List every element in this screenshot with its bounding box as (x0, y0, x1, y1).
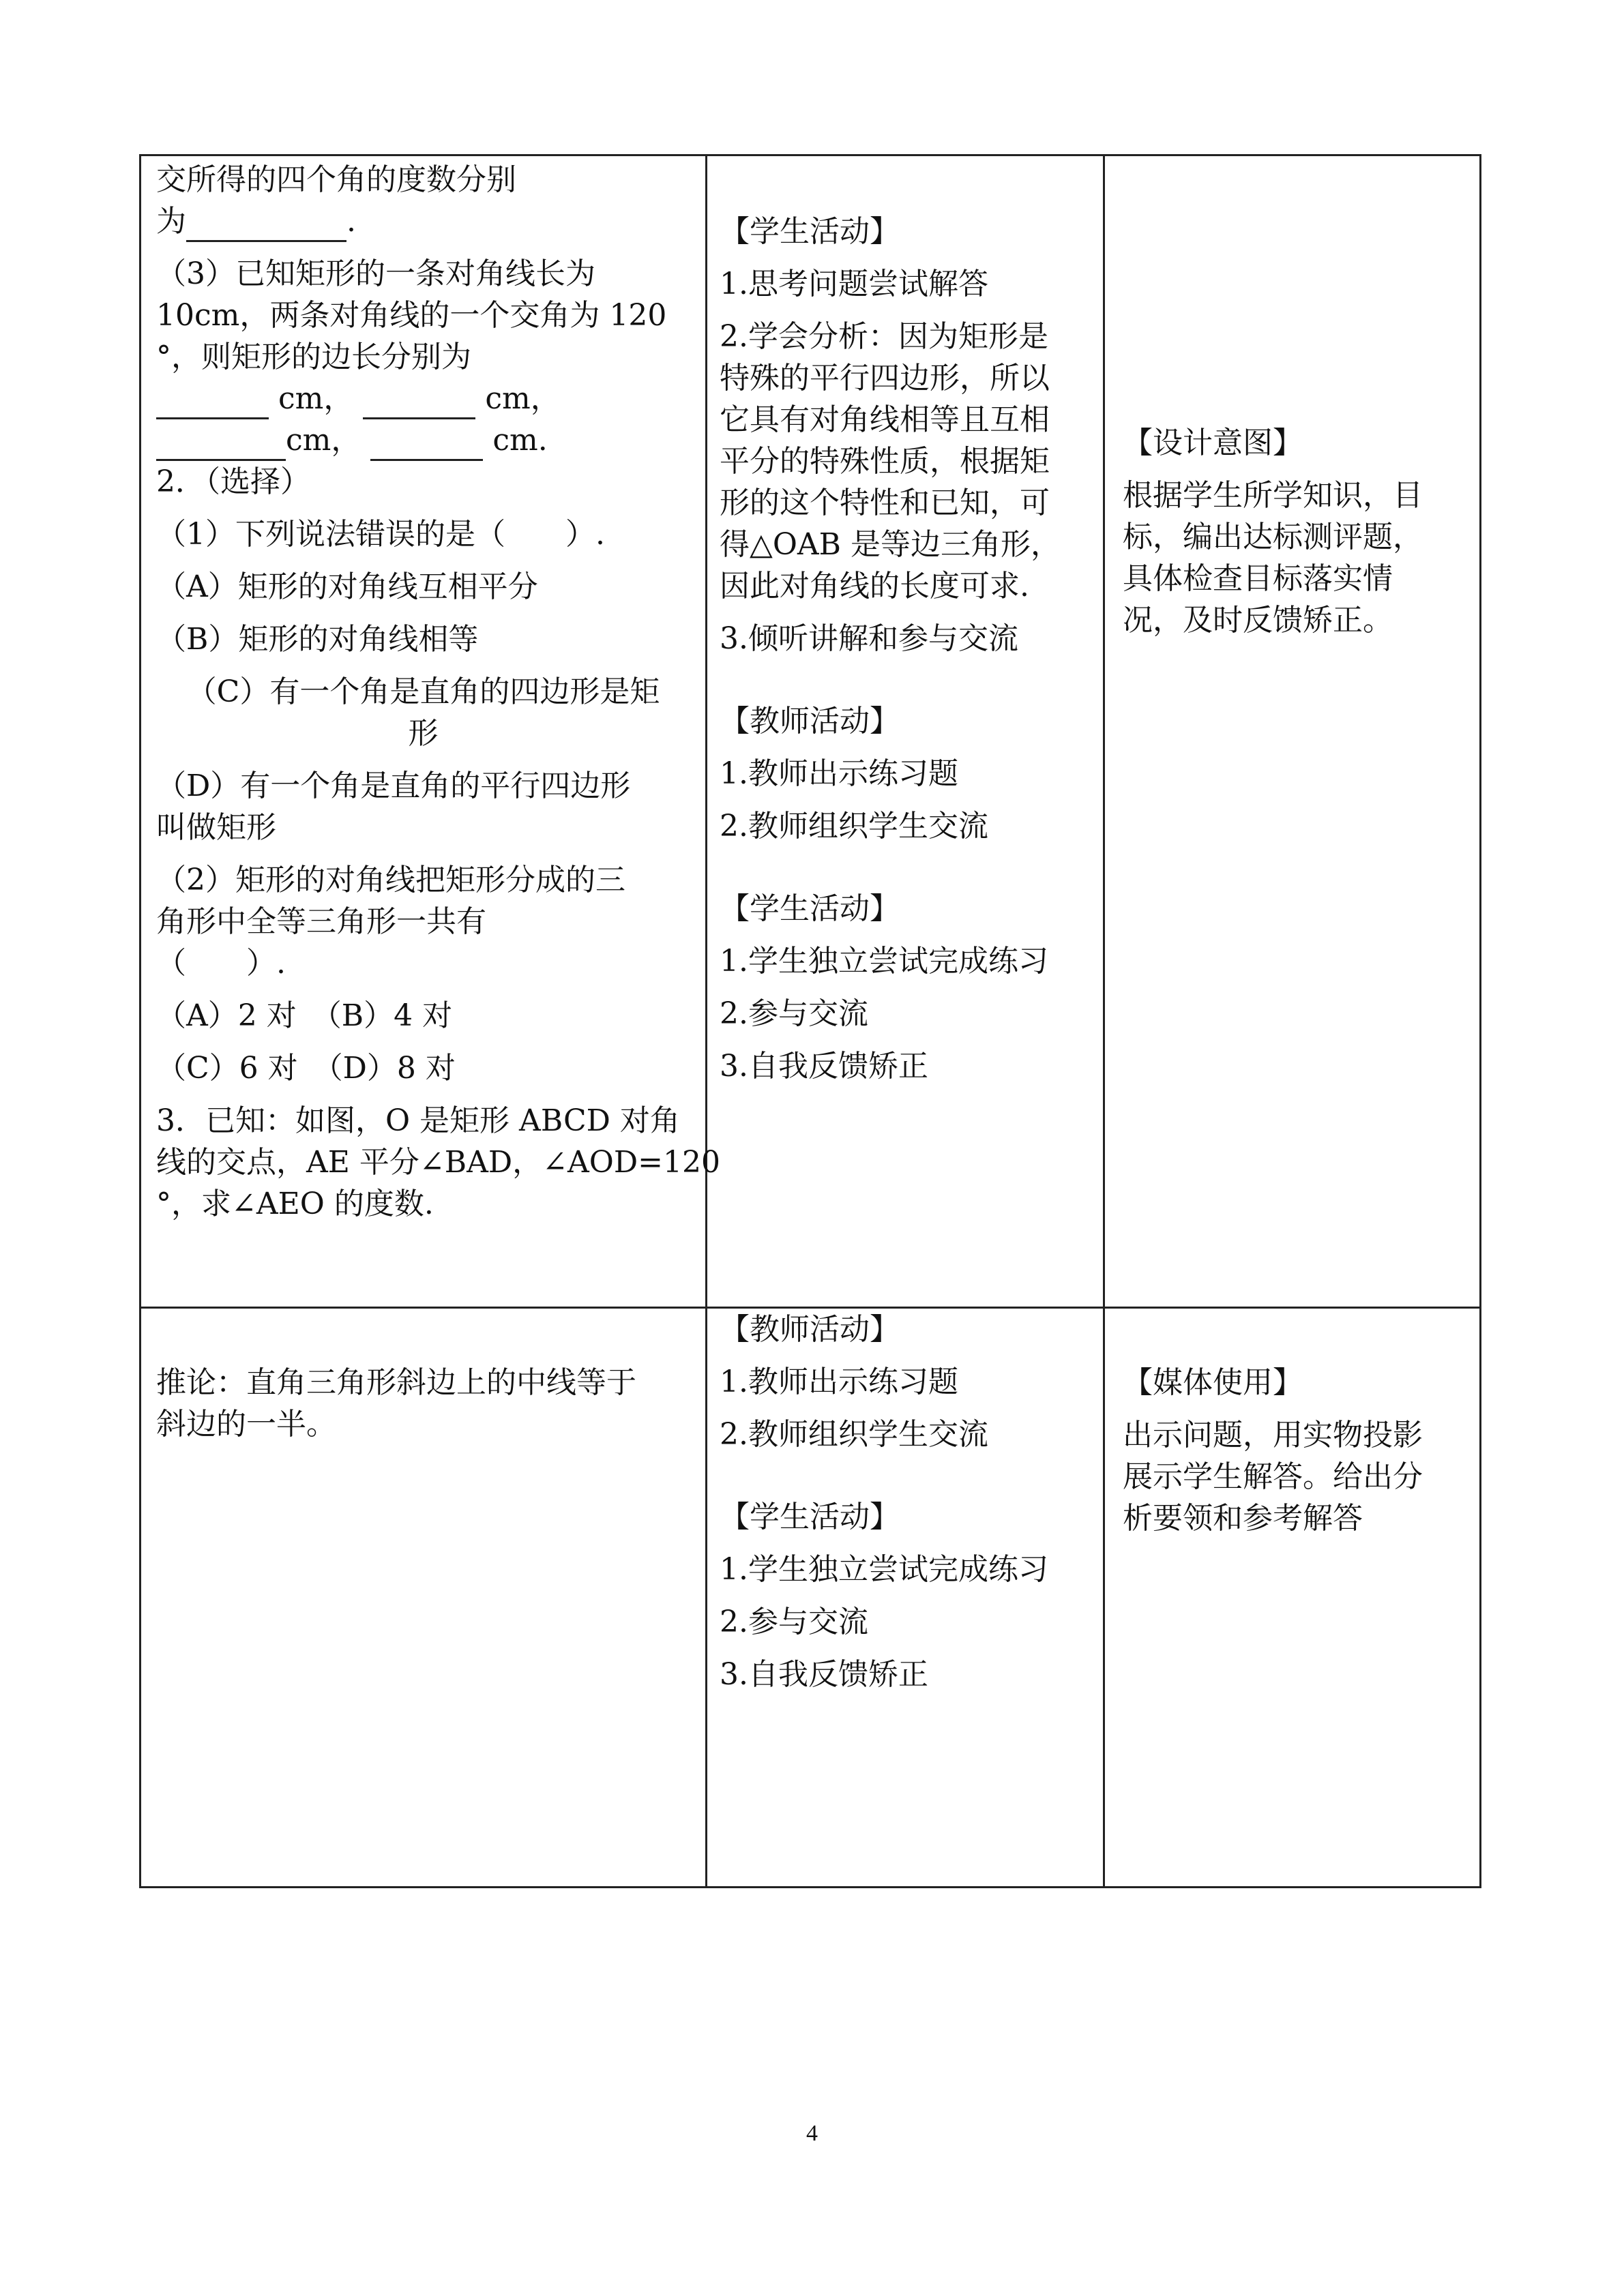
section-heading: 【教师活动】 (720, 1312, 900, 1347)
text-line: 交所得的四个角的度数分别 (156, 162, 516, 197)
text-line: 2．（选择） (156, 464, 310, 499)
text-line: cm， cm， (156, 378, 690, 419)
text-line: °，求∠AEO 的度数. (156, 1187, 434, 1221)
text-line: （C）有一个角是直角的四边形是矩 (186, 674, 660, 709)
text-line: 3.倾听讲解和参与交流 (720, 621, 1018, 656)
design-intent-cell (1104, 155, 1481, 1308)
text-line: 根据学生所学知识，目 (1123, 478, 1423, 513)
text-line: 平分的特殊性质，根据矩 (720, 444, 1050, 479)
text-line: （2）矩形的对角线把矩形分成的三 (156, 863, 625, 897)
text-line: （A）矩形的对角线互相平分 (156, 569, 538, 604)
text-line: （1）下列说法错误的是（ ）. (156, 517, 605, 552)
media-use-cell (1104, 1308, 1481, 1888)
text-line: 2.参与交流 (720, 1605, 868, 1639)
text-line: 为 . (156, 200, 690, 242)
text-line: 2.教师组织学生交流 (720, 1417, 988, 1452)
text-line: 3．已知：如图，O 是矩形 ABCD 对角 (156, 1103, 680, 1138)
activities-cell (707, 1308, 1104, 1888)
text-line: 它具有对角线相等且互相 (720, 402, 1050, 437)
section-heading: 【教师活动】 (720, 704, 900, 739)
answer-blank (156, 423, 286, 461)
lesson-table (139, 154, 1481, 1888)
text-line: 析要领和参考解答 (1123, 1501, 1363, 1536)
text-line: 2.学会分析：因为矩形是 (720, 319, 1048, 354)
text-line: 2.参与交流 (720, 996, 868, 1031)
text-line: 线的交点，AE 平分∠BAD，∠AOD=120 (156, 1145, 720, 1180)
text-line: 标，编出达标测评题， (1123, 520, 1423, 554)
text-line: 出示问题，用实物投影 (1123, 1418, 1423, 1452)
text-line: （ ）. (156, 946, 286, 981)
text-line: （3）已知矩形的一条对角线长为 (156, 256, 595, 291)
text-line: 1.学生独立尝试完成练习 (720, 1552, 1048, 1587)
text-line: 形 (408, 716, 439, 751)
section-heading: 【媒体使用】 (1123, 1365, 1303, 1400)
text-line: 特殊的平行四边形，所以 (720, 361, 1050, 396)
text-line: 2.教师组织学生交流 (720, 809, 988, 844)
section-heading: 【设计意图】 (1123, 426, 1303, 460)
text-line: 得△OAB 是等边三角形， (720, 527, 1061, 562)
answer-blank (370, 423, 483, 461)
text-line: cm， cm. (156, 419, 690, 461)
answer-blank (363, 382, 475, 419)
activities-cell (707, 155, 1104, 1308)
answer-blank (186, 205, 346, 242)
text-line: （B）矩形的对角线相等 (156, 622, 479, 657)
text-line: 推论：直角三角形斜边上的中线等于 (156, 1365, 636, 1400)
text-line: 3.自我反馈矫正 (720, 1657, 928, 1692)
text-line: （A）2 对 （B）4 对 (156, 998, 453, 1033)
text-line: 具体检查目标落实情 (1123, 561, 1393, 596)
answer-blank (156, 382, 269, 419)
text-line: 1.学生独立尝试完成练习 (720, 944, 1048, 979)
text-line: （C）6 对 （D）8 对 (156, 1051, 456, 1086)
section-heading: 【学生活动】 (720, 891, 900, 926)
exercise-cell (141, 155, 720, 1308)
text-line: 3.自我反馈矫正 (720, 1049, 928, 1084)
table-row (141, 155, 1481, 1308)
table-row (141, 1308, 1481, 1888)
page-number: 4 (806, 2121, 818, 2146)
text-line: 斜边的一半。 (156, 1407, 336, 1442)
text-line: 角形中全等三角形一共有 (156, 904, 486, 939)
text-line: （D）有一个角是直角的平行四边形 (156, 769, 631, 803)
corollary-cell (141, 1308, 707, 1888)
text-line: 叫做矩形 (156, 810, 276, 845)
text-line: 10cm，两条对角线的一个交角为 120 (156, 298, 667, 333)
text-line: 形的这个特性和已知，可 (720, 486, 1050, 520)
section-heading: 【学生活动】 (720, 214, 900, 249)
text-line: 1.思考问题尝试解答 (720, 267, 988, 301)
section-heading: 【学生活动】 (720, 1500, 900, 1534)
text-line: 因此对角线的长度可求. (720, 569, 1029, 603)
text-line: °，则矩形的边长分别为 (156, 340, 471, 374)
text-line: 1.教师出示练习题 (720, 756, 958, 791)
text-line: 1.教师出示练习题 (720, 1365, 958, 1399)
text-line: 况，及时反馈矫正。 (1123, 603, 1393, 638)
text-line: 展示学生解答。给出分 (1123, 1459, 1423, 1494)
